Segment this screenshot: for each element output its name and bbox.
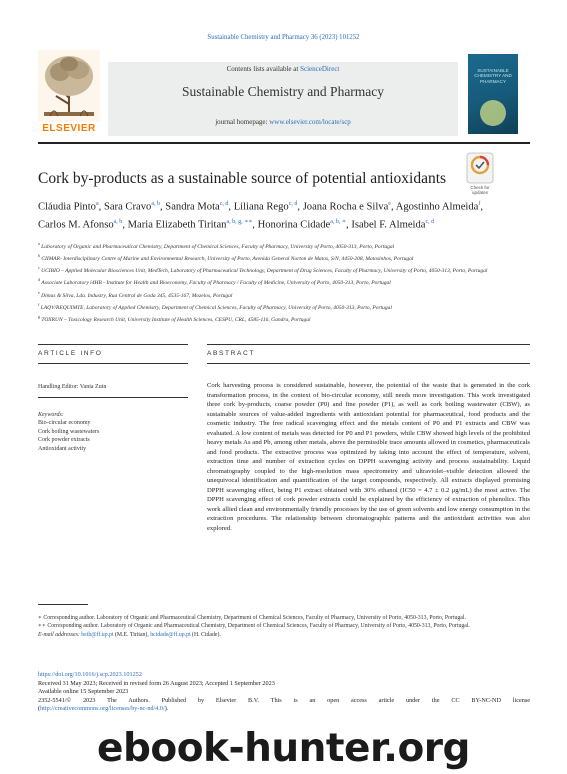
author-name[interactable]: Agostinho Almeida <box>395 201 479 213</box>
affiliation-item <box>38 313 490 324</box>
keyword-item: Cork powder extracts <box>38 437 90 444</box>
journal-info-box <box>108 62 458 136</box>
author-separator: , <box>160 201 166 213</box>
journal-header <box>38 50 530 136</box>
affiliation-item <box>38 276 490 287</box>
author-name[interactable]: Cláudia Pinto <box>38 201 96 213</box>
author-affiliation-marker[interactable]: c, d <box>219 201 229 207</box>
affiliation-item <box>38 264 490 275</box>
check-updates-icon <box>466 152 494 184</box>
article-info-divider <box>38 397 188 398</box>
watermark-text: ebook-hunter.org <box>97 726 470 771</box>
license-link[interactable]: http://creativecommons.org/licenses/by-nc-nd/4.0/ <box>40 705 165 713</box>
sciencedirect-link[interactable]: ScienceDirect <box>300 65 340 73</box>
affiliation-item <box>38 252 490 263</box>
author-affiliation-marker[interactable]: c, d <box>288 201 298 207</box>
author-name[interactable]: Sara Cravo <box>103 201 152 213</box>
email-link-cidade[interactable]: hcidade@ff.up.pt <box>150 631 191 638</box>
abstract-body: Cork harvesting process is considered sustainable, however, the potential of the waste that is generated in the cork transformation process, in the context of bio-circular economy, still needs more investigation. This work investigated three cork by-products, coarse powder (P0) and fine powder (P1), as well as cork boiling wastewater (CBW), as sustainable sources of value-added ingredients with antioxidant potential for pharmaceutical, food products and the cosmetic industry. The free radical scavenging effect and the metals content of P0 and P1 extracts and CBW was evaluated. A low content of metals was detected for P0 and P1 powders, while CBW showed high levels of the prohibited heavy metals As and Pb, among other metals, above the permissible trace amounts allowed in cosmetics, pharmaceuticals and food products. The extractive process was optimized by taking into account the effect of temperature, solvent, extraction time and number of extraction cycles on DPPH scavenging activity and process sustainability. Liquid chromatography coupled to the high-resolution mass spectrometry and ultraviolet–visible detection allowed the unequivocal identification and quantification of the target compounds, respectively. All extracts displayed promising DPPH scavenging effect, being P1 extract obtained with 30% ethanol (IC50 = 4.7 ± 0.2 μg/mL) the most active. The DPPH scavenging effect of cork powder extracts could be explained by the efficiency of extraction of phenolics. This work allied clean and environmentally friendly processes by the use of green solvents and low energy consumption in the extraction procedures. The relationship between chromatographic patterns and the antioxidant activities was also explored. <box>207 382 530 532</box>
available-online-date: Available online 15 September 2023 <box>38 688 129 696</box>
affiliation-list <box>38 240 490 325</box>
elsevier-wordmark: ELSEVIER <box>42 123 96 134</box>
author-affiliation-marker[interactable]: f <box>478 201 481 207</box>
author-affiliation-marker[interactable]: a, b <box>151 201 160 207</box>
affiliation-text: Dimas & Silva, Lda. Industry, Rua Central de Goda 345, 4535-167, Mozelos, Portugal <box>41 292 233 299</box>
author-affiliation-marker[interactable]: a, b, ∗ <box>330 218 347 225</box>
abstract-top-rule <box>207 344 530 345</box>
journal-title: Sustainable Chemistry and Pharmacy <box>181 84 385 99</box>
abstract-bottom-rule <box>207 363 530 364</box>
affiliation-key: c <box>38 265 40 271</box>
article-info-heading: ARTICLE INFO <box>38 350 103 357</box>
affiliation-key: d <box>38 277 40 283</box>
author-separator: , <box>297 201 303 213</box>
affiliation-text: TOXRUN – Toxicology Research Unit, University Institute of Health Sciences, CESPU, CRL, 4585-116, Gandra, Portugal <box>41 316 311 323</box>
email-name-cidade: (H. Cidade). <box>190 631 221 638</box>
keyword-item: Cork boiling wastewaters <box>38 428 100 435</box>
email-addresses <box>38 631 530 639</box>
check-for-updates-label: Check for updates <box>470 185 490 195</box>
received-dates: Received 31 May 2023; Received in revised form 26 August 2023; Accepted 1 September 2023 <box>38 679 275 687</box>
footnote-rule <box>38 604 88 605</box>
header-divider <box>38 142 530 144</box>
elsevier-tree-icon <box>38 50 100 122</box>
author-affiliation-marker[interactable]: e <box>388 201 391 207</box>
author-separator: , <box>228 201 234 213</box>
affiliation-key: a <box>38 241 40 246</box>
author-name[interactable]: Honorina Cidade <box>257 219 331 231</box>
author-affiliation-marker[interactable]: a <box>95 201 99 207</box>
corresponding-author-note-2: ∗∗ Corresponding author. Laboratory of Organic and Pharmaceutical Chemistry, Department of Chemical Sciences, Faculty of Pharmacy, University of Porto, 4050-313, Porto, Portugal. <box>38 623 470 630</box>
footnotes <box>38 614 530 639</box>
affiliation-text: LAQV/REQUIMTE, Laboratory of Applied Chemistry, Department of Chemical Sciences, Faculty of Pharmacy, University of Porto, 4050-313, Porto, Portugal <box>40 304 392 311</box>
author-name[interactable]: Carlos M. Afonso <box>38 219 114 231</box>
abstract-heading: ABSTRACT <box>207 350 255 357</box>
affiliation-item <box>38 240 490 251</box>
contents-available-line <box>108 65 458 73</box>
affiliation-text: CIIMAR- Interdisciplinary Centre of Marine and Environmental Research, University of Porto, Avenida General Norton de Matos, S/N, 4450-208, Matosinhos, Portugal <box>41 255 414 262</box>
author-name[interactable]: Liliana Rego <box>233 201 289 213</box>
affiliation-key: g <box>38 313 40 319</box>
license-paren-close: ). <box>164 705 169 713</box>
author-affiliation-marker[interactable]: a, b, g, ∗∗ <box>226 218 253 225</box>
affiliation-key: e <box>38 289 40 295</box>
author-separator: , <box>346 219 352 231</box>
author-separator: , <box>390 201 396 213</box>
affiliation-text: Associate Laboratory i4HB - Institute for Health and Bioeconomy, Faculty of Pharmacy / Faculty of Medicine, University of Porto, 4050-313, Porto, Portugal <box>41 280 391 287</box>
affiliation-item <box>38 301 490 312</box>
affiliation-key: f <box>38 301 40 307</box>
affiliation-text: UCIBIO – Applied Molecular Biosciences Unit, MedTech, Laboratory of Pharmaceutical Technology, Department of Drug Sciences, Faculty of Pharmacy, University of Porto, 4050-313, Porto, Portugal <box>41 268 488 275</box>
affiliation-key: b <box>38 253 40 259</box>
license-line: 2352-5541/© 2023 The Authors. Published by Elsevier B.V. This is an open access article under the CC BY-NC-ND license <box>38 696 530 704</box>
affiliation-item <box>38 289 490 300</box>
license-paren-open: ( <box>38 705 41 713</box>
contents-prefix: Contents lists available at <box>226 65 301 73</box>
journal-citation[interactable]: Sustainable Chemistry and Pharmacy 36 (2023) 101252 <box>207 34 360 41</box>
author-affiliation-marker[interactable]: a, b <box>113 218 123 225</box>
doi-link[interactable]: https://doi.org/10.1016/j.scp.2023.101252 <box>38 671 142 678</box>
email-label: E-mail addresses: <box>38 631 80 638</box>
keyword-item: Bio-circular economy <box>38 420 91 427</box>
author-name[interactable]: Joana Rocha e Silva <box>302 201 389 213</box>
handling-editor: Handling Editor: Vania Zuin <box>38 384 107 390</box>
author-separator: , <box>98 201 104 213</box>
keyword-item: Antioxidant activity <box>38 445 87 452</box>
author-affiliation-marker[interactable]: c, d <box>425 218 435 225</box>
author-name[interactable]: Maria Elizabeth Tiritan <box>127 219 227 231</box>
article-title: Cork by-products as a sustainable source of potential antioxidants <box>38 170 447 187</box>
homepage-link[interactable]: www.elsevier.com/locate/scp <box>269 118 351 126</box>
journal-homepage-line <box>108 118 458 126</box>
journal-cover-thumbnail[interactable] <box>468 54 518 134</box>
author-separator: , <box>122 219 128 231</box>
keywords-heading: Keywords: <box>38 411 64 418</box>
check-for-updates-badge[interactable] <box>466 152 494 186</box>
cover-title-text: SUSTAINABLE CHEMISTRY AND PHARMACY <box>474 68 512 84</box>
article-info-panel <box>38 383 188 454</box>
article-info-top-rule <box>38 344 188 345</box>
author-name[interactable]: Isabel F. Almeida <box>351 219 426 231</box>
author-separator: , <box>480 201 484 213</box>
publication-details <box>38 671 530 714</box>
elsevier-logo[interactable] <box>38 50 100 136</box>
email-link-tiritan[interactable]: beth@ff.up.pt <box>81 631 114 638</box>
article-info-bottom-rule <box>38 363 188 364</box>
email-name-tiritan: (M.E. Tiritan), <box>113 631 151 638</box>
corresponding-author-note-1: ∗ Corresponding author. Laboratory of Organic and Pharmaceutical Chemistry, Department of Chemical Sciences, Faculty of Pharmacy, University of Porto, 4050-313, Porto, Portugal. <box>38 615 466 621</box>
author-name[interactable]: Sandra Mota <box>165 201 220 213</box>
license-link-line <box>38 705 530 714</box>
homepage-prefix: journal homepage: <box>215 118 270 126</box>
author-list <box>38 197 508 232</box>
cover-graphic <box>480 100 506 126</box>
affiliation-text: Laboratory of Organic and Pharmaceutical Chemistry, Department of Chemical Sciences, Faculty of Pharmacy, University of Porto, 4050-313, Porto, Portugal <box>41 243 395 250</box>
author-separator: , <box>252 219 258 231</box>
